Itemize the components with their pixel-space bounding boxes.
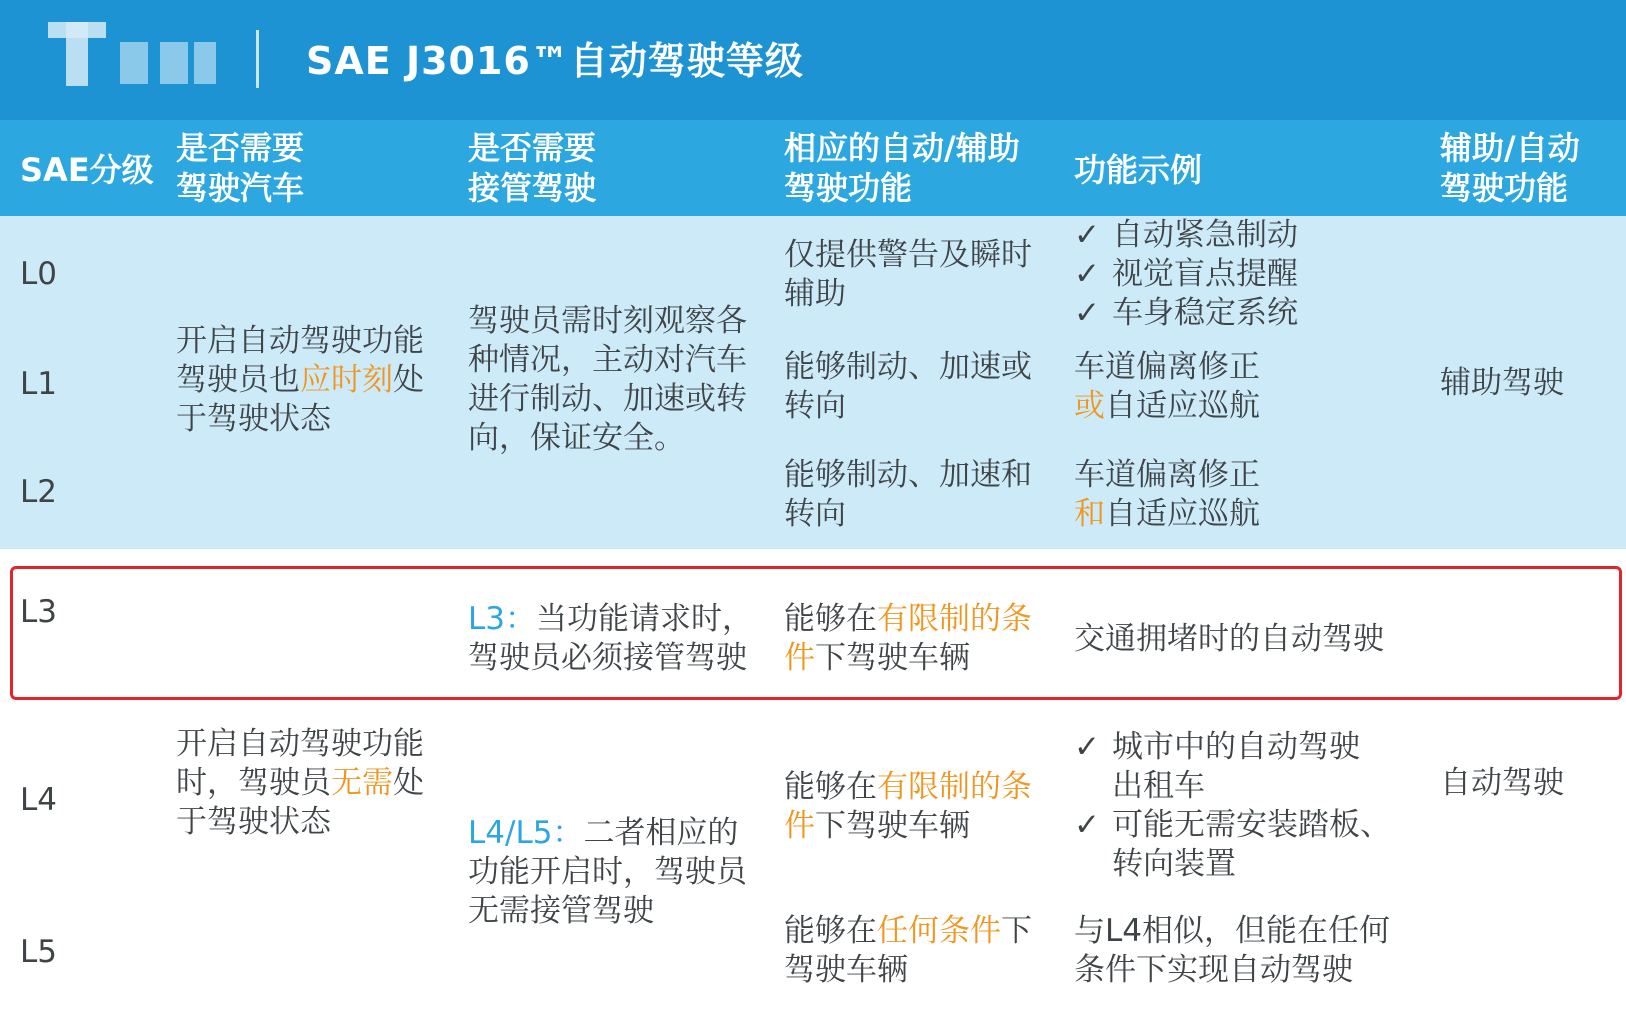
l0-examples xyxy=(1074,216,1374,333)
level-label-l5: L5 xyxy=(20,934,57,970)
assist-takeover: 驾驶员需时刻观察各 种情况，主动对汽车 进行制动、加速或转 向，保证安全。 xyxy=(468,303,747,456)
auto-category: 自动驾驶 xyxy=(1440,765,1564,801)
column-header-category: 辅助/自动 驾驶功能 xyxy=(1440,129,1580,207)
list-item: ✓ 视觉盲点提醒 xyxy=(1074,256,1298,292)
l0-function: 仅提供警告及瞬时 辅助 xyxy=(784,237,1032,312)
column-header-need-takeover: 是否需要 接管驾驶 xyxy=(468,129,597,207)
column-header-sae-level: SAE分级 xyxy=(20,151,154,189)
check-icon: ✓ xyxy=(1074,807,1100,843)
l2-function: 能够制动、加速和 转向 xyxy=(784,457,1032,532)
check-icon: ✓ xyxy=(1074,295,1100,331)
column-header-function: 相应的自动/辅助 驾驶功能 xyxy=(784,129,1020,207)
level-label-l0: L0 xyxy=(20,256,57,292)
l1-function: 能够制动、加速或 转向 xyxy=(784,349,1032,424)
list-item: ✓ 自动紧急制动 xyxy=(1074,217,1298,253)
list-item: ✓ 车身稳定系统 xyxy=(1074,295,1298,331)
assist-need-drive: 开启自动驾驶功能 驾驶员也应时刻处 于驾驶状态 xyxy=(176,323,424,437)
l5-function: 能够在任何条件下 驾驶车辆 xyxy=(784,913,1032,988)
l4-examples xyxy=(1074,728,1404,884)
column-header-examples: 功能示例 xyxy=(1074,151,1203,189)
check-icon: ✓ xyxy=(1074,217,1100,253)
check-icon: ✓ xyxy=(1074,729,1100,765)
list-item: ✓ 城市中的自动驾驶 出租车 xyxy=(1074,729,1360,804)
level-label-l3: L3 xyxy=(20,594,57,630)
list-item: ✓ 可能无需安装踏板、 转向装置 xyxy=(1074,807,1391,882)
column-header-need-drive: 是否需要 驾驶汽车 xyxy=(176,129,305,207)
l3-takeover: L3：当功能请求时， 驾驶员必须接管驾驶 xyxy=(468,601,753,676)
title-bar xyxy=(0,0,1626,120)
auto-takeover: L4/L5：二者相应的 功能开启时，驾驶员 无需接管驾驶 xyxy=(468,815,747,929)
page-title: SAE J3016™自动驾驶等级 xyxy=(306,39,804,83)
check-icon: ✓ xyxy=(1074,256,1100,292)
level-label-l4: L4 xyxy=(20,782,57,818)
l3-function: 能够在有限制的条 件下驾驶车辆 xyxy=(784,601,1032,676)
level-label-l2: L2 xyxy=(20,474,57,510)
l3-example: 交通拥堵时的自动驾驶 xyxy=(1074,621,1384,657)
l5-example: 与L4相似，但能在任何 条件下实现自动驾驶 xyxy=(1074,913,1390,988)
l2-examples: 车道偏离修正 和自适应巡航 xyxy=(1074,457,1260,532)
assist-category: 辅助驾驶 xyxy=(1440,365,1564,401)
blurred-logo xyxy=(48,18,218,96)
auto-need-drive: 开启自动驾驶功能 时，驾驶员无需处 于驾驶状态 xyxy=(176,726,424,840)
l4-function: 能够在有限制的条 件下驾驶车辆 xyxy=(784,769,1032,844)
title-separator xyxy=(256,30,259,88)
l1-examples: 车道偏离修正 或自适应巡航 xyxy=(1074,349,1260,424)
level-label-l1: L1 xyxy=(20,366,57,402)
